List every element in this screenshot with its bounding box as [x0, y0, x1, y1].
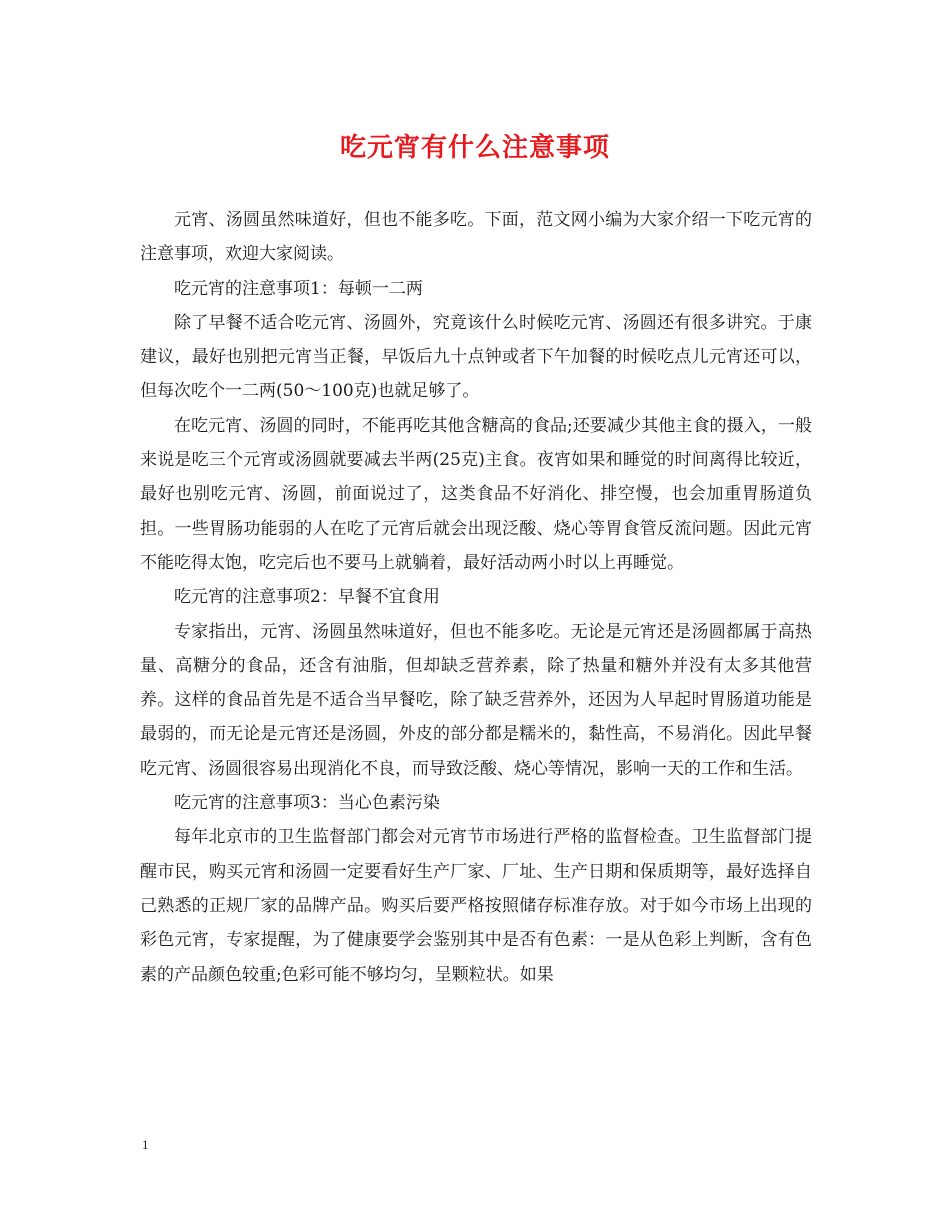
- paragraph: 专家指出，元宵、汤圆虽然味道好，但也不能多吃。无论是元宵还是汤圆都属于高热量、高糖分的食品，还含有油脂，但却缺乏营养素，除了热量和糖外并没有太多其他营养。这样的食品首先是不适合当早餐吃，除了缺乏营养外，还因为人早起时胃肠道功能是最弱的，而无论是元宵还是汤圆，外皮的部分都是糯米的，黏性高，不易消化。因此早餐吃元宵、汤圆很容易出现消化不良，而导致泛酸、烧心等情况，影响一天的工作和生活。: [140, 621, 812, 779]
- section-heading-2: 吃元宵的注意事项2：早餐不宜食用: [174, 587, 440, 608]
- document-body: [140, 203, 812, 992]
- section-heading-3: 吃元宵的注意事项3：当心色素污染: [174, 793, 440, 814]
- page-title: 吃元宵有什么注意事项: [339, 133, 610, 163]
- paragraph: 除了早餐不适合吃元宵、汤圆外，究竟该什么时候吃元宵、汤圆还有很多讲究。于康建议，最好也别把元宵当正餐，早饭后九十点钟或者下午加餐的时候吃点儿元宵还可以，但每次吃个一二两(50～100克)也就足够了。: [140, 312, 812, 402]
- paragraph-intro: 元宵、汤圆虽然味道好，但也不能多吃。下面，范文网小编为大家介绍一下吃元宵的注意事项，欢迎大家阅读。: [140, 210, 812, 265]
- section-heading-1: 吃元宵的注意事项1：每顿一二两: [174, 278, 423, 299]
- paragraph: 在吃元宵、汤圆的同时，不能再吃其他含糖高的食品;还要减少其他主食的摄入，一般来说是吃三个元宵或汤圆就要减去半两(25克)主食。夜宵如果和睡觉的时间离得比较近，最好也别吃元宵、汤圆，前面说过了，这类食品不好消化、排空慢，也会加重胃肠道负担。一些胃肠功能弱的人在吃了元宵后就会出现泛酸、烧心等胃食管反流问题。因此元宵不能吃得太饱，吃完后也不要马上就躺着，最好活动两小时以上再睡觉。: [140, 415, 812, 573]
- paragraph: 每年北京市的卫生监督部门都会对元宵节市场进行严格的监督检查。卫生监督部门提醒市民，购买元宵和汤圆一定要看好生产厂家、厂址、生产日期和保质期等，最好选择自己熟悉的正规厂家的品牌产品。购买后要严格按照储存标准存放。对于如今市场上出现的彩色元宵，专家提醒，为了健康要学会鉴别其中是否有色素：一是从色彩上判断，含有色素的产品颜色较重;色彩可能不够均匀，呈颗粒状。如果: [140, 827, 812, 985]
- page-number: 1: [142, 1137, 149, 1152]
